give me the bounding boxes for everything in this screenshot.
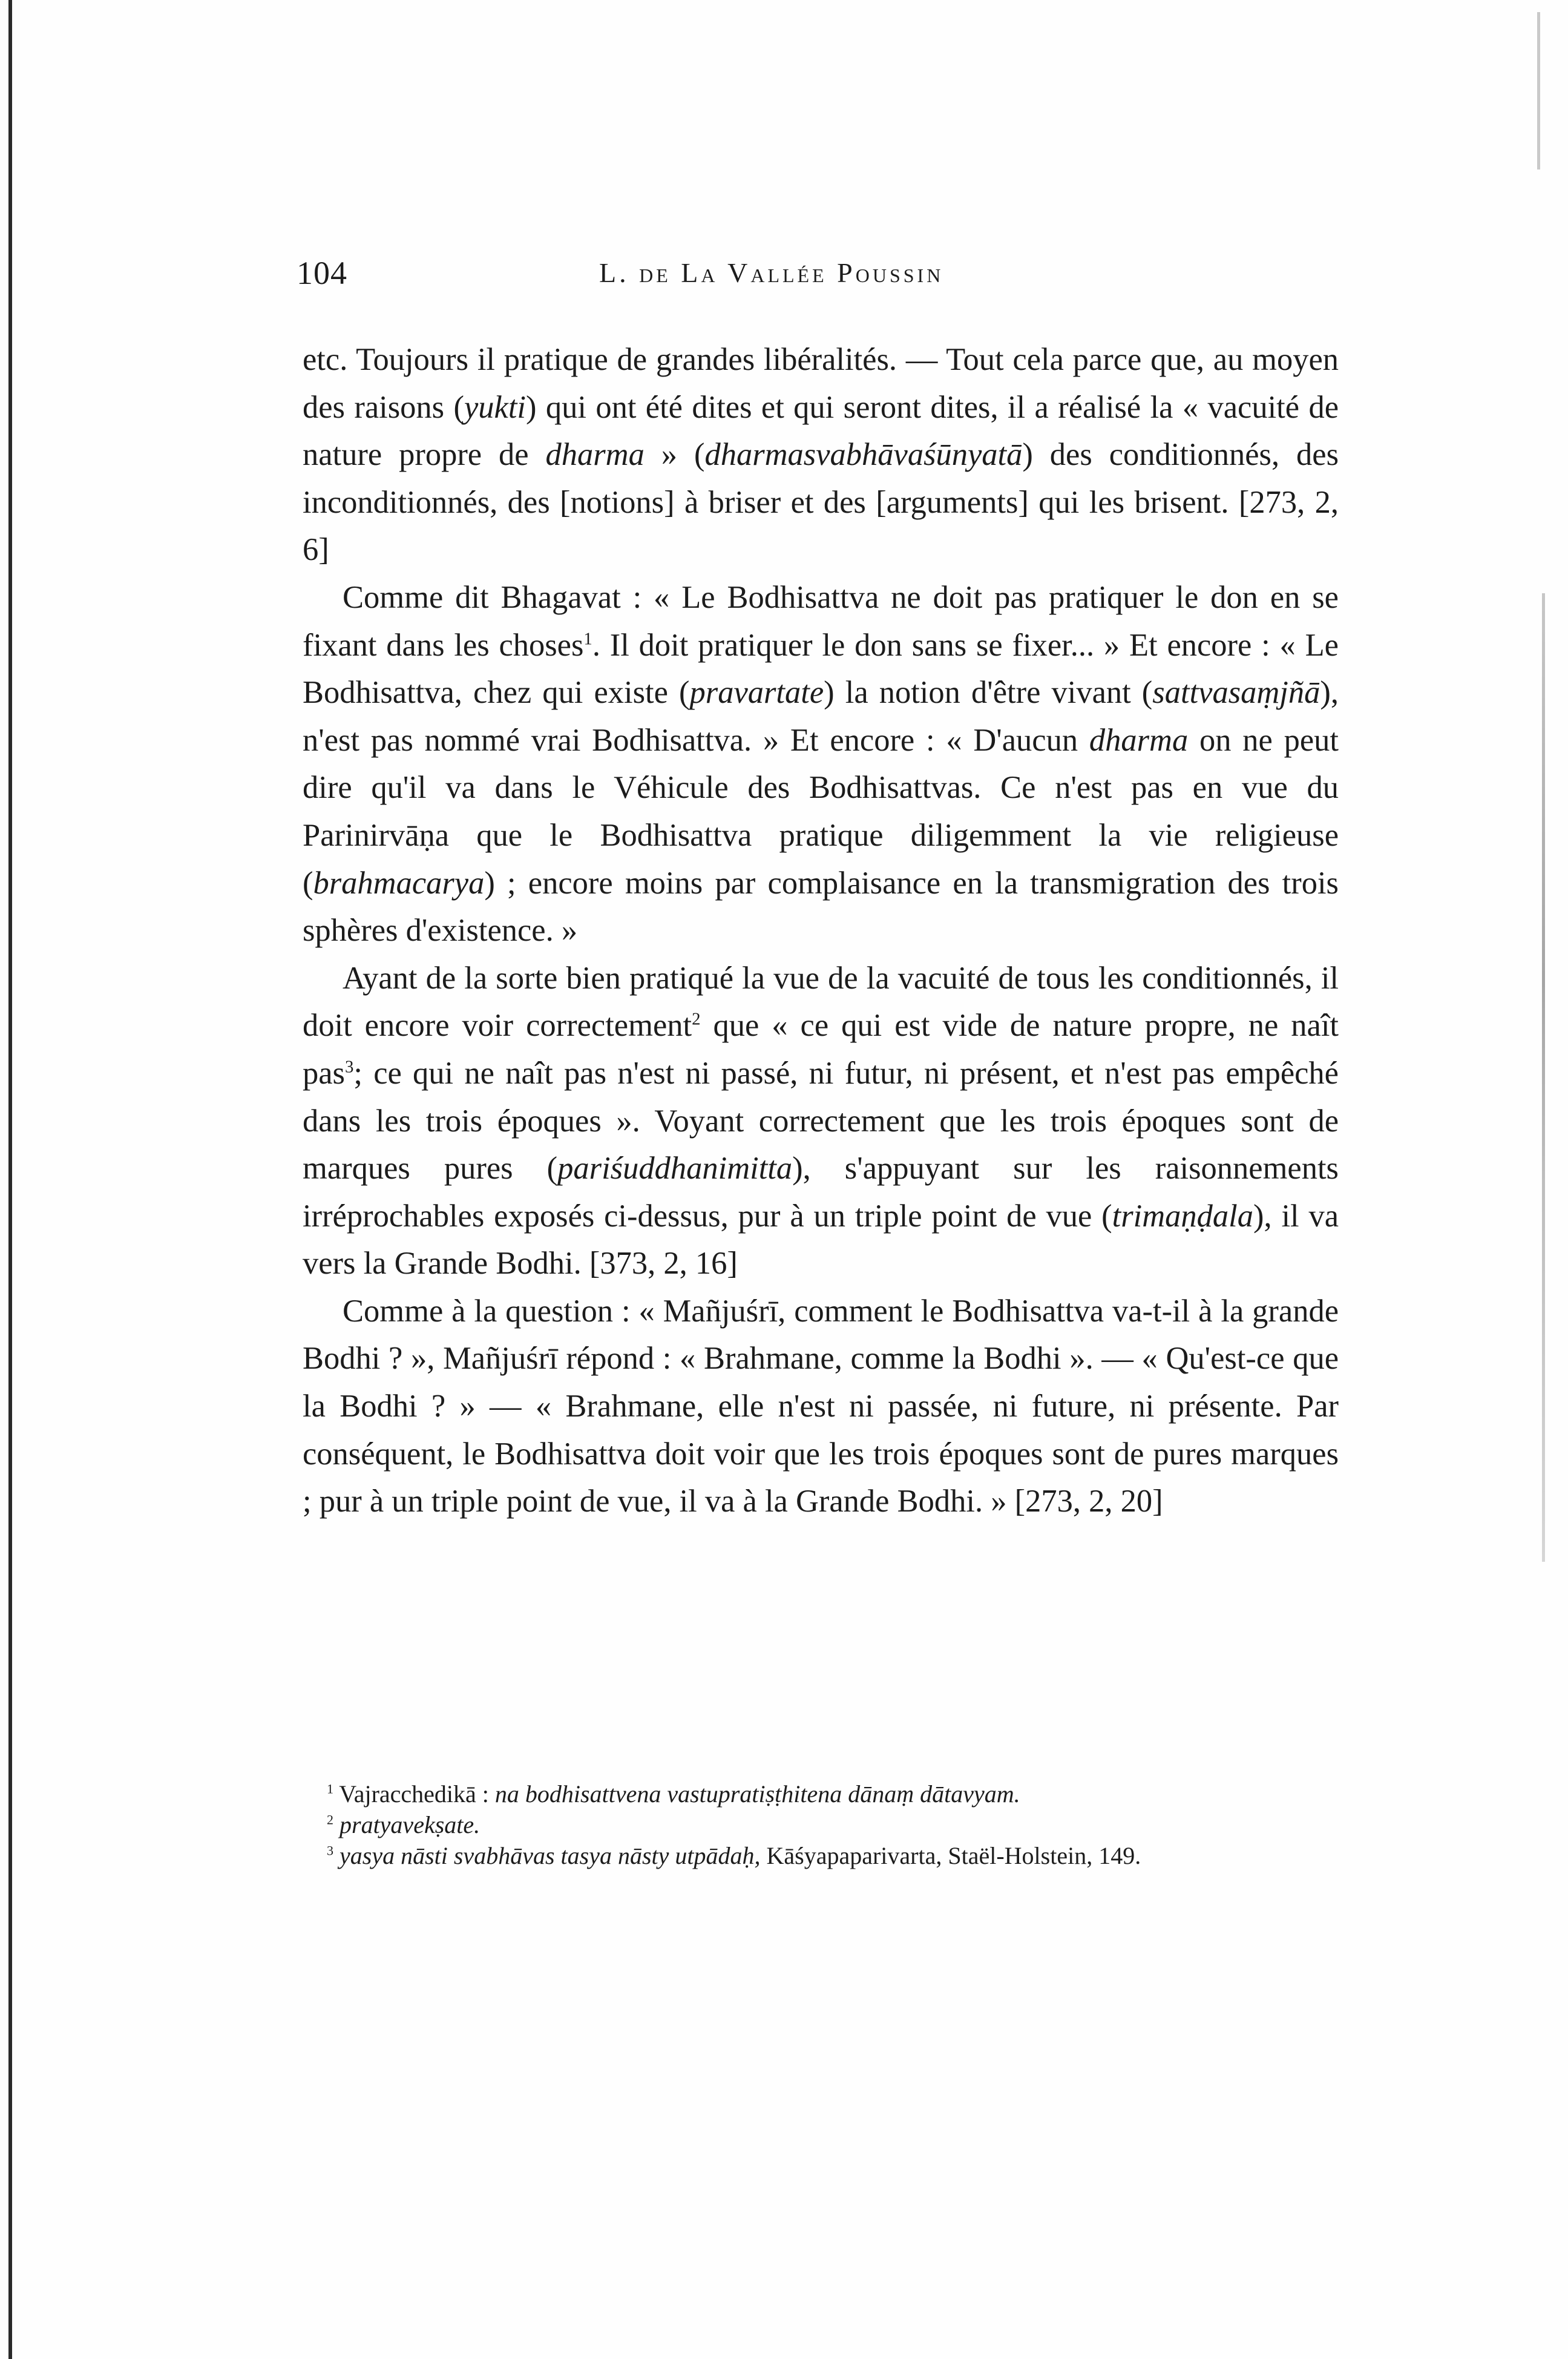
- text-run: Kāśyapaparivarta, Staël-Holstein, 149.: [760, 1842, 1141, 1869]
- footnote-ref-2[interactable]: 2: [692, 1009, 701, 1029]
- footnote-number: 1: [327, 1781, 333, 1797]
- footnote-ref-3[interactable]: 3: [344, 1057, 354, 1077]
- text-run: ) qui ont été dites et qui seront dites, il a réalisé la « vacuité de nature propre de: [303, 389, 1339, 473]
- term-italic: yasya nāsti svabhāvas tasya nāsty utpādaḥ,: [333, 1842, 761, 1869]
- footnote-number: 2: [327, 1812, 333, 1828]
- term-italic: na bodhisattvena vastupratiṣṭhitena dānaṃ dātavyam.: [494, 1780, 1020, 1808]
- text-run: ) des conditionnés, des inconditionnés, des [notions] à briser et des [arguments] qui les brisent. [273, 2, 6]: [303, 437, 1339, 568]
- term-italic: pravartate: [689, 675, 824, 711]
- term-italic: pratyavekṣate.: [333, 1811, 481, 1838]
- footnote-3: [303, 1840, 1339, 1871]
- text-run: Comme dit Bhagavat : « Le Bodhisattva ne doit pas pratiquer le don en se fixant dans les choses: [303, 579, 1339, 663]
- paragraph-3: [303, 955, 1339, 1288]
- scan-left-edge: [8, 0, 12, 2359]
- term-italic: brahmacarya: [313, 865, 485, 901]
- footnotes: [303, 1778, 1339, 1871]
- footnote-2: [303, 1809, 1339, 1840]
- text-run: Comme à la question : « Mañjuśrī, comment le Bodhisattva va-t-il à la grande Bodhi ? », Mañjuśrī répond : « Brahmane, comme la Bodhi ». — « Qu'est-ce que la Bodhi ? » — « Brahmane, elle n'est ni passée, ni future, ni présente. Par conséquent, le Bodhisattva doit voir que les trois époques sont de pures marques ; pur à un triple point de vue, il va à la Grande Bodhi. » [273, 2, 20]: [303, 1293, 1339, 1519]
- text-run: ), s'appuyant sur les raisonnements irréprochables exposés ci-dessus, pur à un triple point de vue (: [303, 1151, 1339, 1234]
- main-text: [303, 336, 1339, 1525]
- footnote-ref-1[interactable]: 1: [583, 629, 592, 649]
- text-run: Vajracchedikā :: [333, 1780, 495, 1808]
- paragraph-2: [303, 574, 1339, 955]
- scan-right-edge-top: [1537, 12, 1540, 169]
- text-run: ) ; encore moins par complaisance en la transmigration des trois sphères d'existence. »: [303, 865, 1339, 949]
- footnote-1: [303, 1778, 1339, 1809]
- term-italic: dharmasvabhāvaśūnyatā: [704, 437, 1023, 473]
- text-run: ), n'est pas nommé vrai Bodhisattva. » Et encore : « D'aucun: [303, 675, 1339, 758]
- page-number: 104: [297, 255, 347, 291]
- paragraph-4: [303, 1288, 1339, 1525]
- text-run: on ne peut dire qu'il va dans le Véhicule des Bodhisattvas. Ce n'est pas en vue du Parinirvāṇa que le Bodhisattva pratique diligemment la vie religieuse (: [303, 722, 1339, 901]
- running-head: [297, 254, 1337, 303]
- term-italic: dharma: [545, 437, 645, 473]
- term-italic: pariśuddhanimitta: [557, 1151, 793, 1186]
- text-run: etc. Toujours il pratique de grandes libéralités. — Tout cela parce que, au moyen des raisons (: [303, 342, 1339, 425]
- footnote-number: 3: [327, 1843, 333, 1858]
- term-italic: trimaṇḍala: [1112, 1198, 1254, 1234]
- text-run: que « ce qui est vide de nature propre, ne naît pas: [303, 1008, 1339, 1091]
- text-run: » (: [644, 437, 705, 473]
- text-run: Ayant de la sorte bien pratiqué la vue de la vacuité de tous les conditionnés, il doit encore voir correctement: [303, 960, 1339, 1044]
- paragraph-1: [303, 336, 1339, 574]
- term-italic: sattvasaṃjñā: [1152, 675, 1320, 711]
- term-italic: yukti: [464, 389, 526, 425]
- scan-right-edge: [1542, 593, 1545, 1562]
- running-title: L. de La Vallée Poussin: [599, 257, 944, 288]
- text-run: . Il doit pratiquer le don sans se fixer... » Et encore : « Le Bodhisattva, chez qui existe (: [303, 627, 1339, 711]
- text-run: ) la notion d'être vivant (: [824, 675, 1153, 711]
- text-run: ; ce qui ne naît pas n'est ni passé, ni futur, ni présent, et n'est pas empêché dans les trois époques ». Voyant correctement que les trois époques sont de marques pures (: [303, 1055, 1339, 1186]
- term-italic: dharma: [1089, 722, 1189, 758]
- text-run: ), il va vers la Grande Bodhi. [373, 2, 16]: [303, 1198, 1339, 1281]
